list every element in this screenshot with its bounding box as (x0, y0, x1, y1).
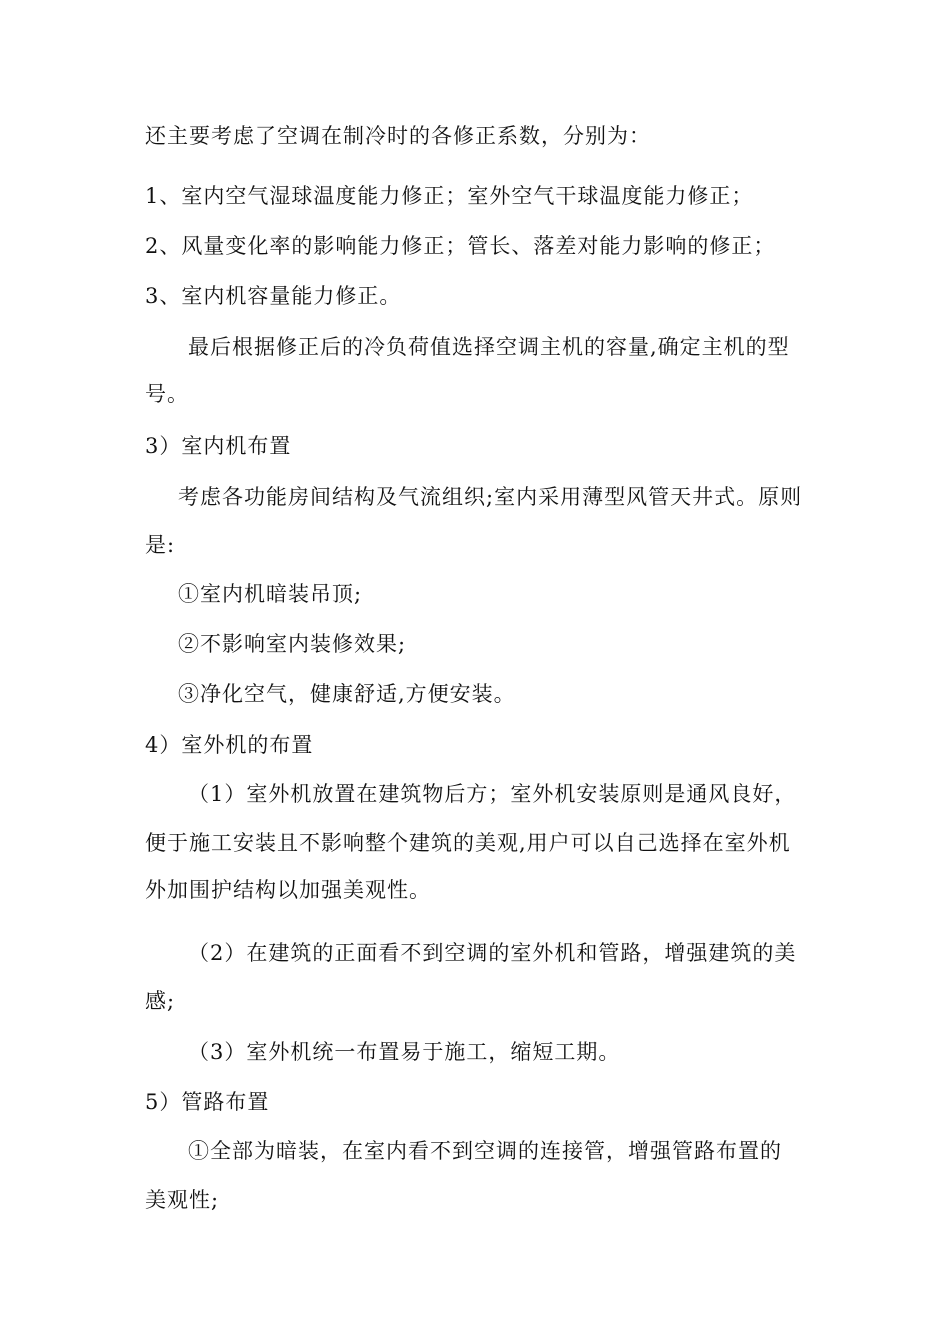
outdoor-point-3: （3）室外机统一布置易于施工，缩短工期。 (188, 1040, 621, 1064)
outdoor-point-2-line-1: （2）在建筑的正面看不到空调的室外机和管路，增强建筑的美 (188, 941, 797, 965)
paragraph-indoor-line-2: 是: (145, 533, 176, 557)
list-item-1: 1、室内空气湿球温度能力修正；室外空气干球温度能力修正； (145, 184, 754, 208)
outdoor-point-1-line-2: 便于施工安装且不影响整个建筑的美观,用户可以自己选择在室外机 (145, 831, 791, 855)
paragraph-indoor-line-1: 考虑各功能房间结构及气流组织;室内采用薄型风管天井式。原则 (178, 485, 803, 509)
list-item-3: 3、室内机容量能力修正。 (145, 284, 402, 308)
outdoor-point-2-line-2: 感; (145, 989, 176, 1013)
paragraph-conclusion-line-2: 号。 (145, 382, 189, 406)
indoor-principle-2: ②不影响室内装修效果; (178, 632, 407, 656)
section-heading-piping: 5）管路布置 (145, 1090, 270, 1114)
piping-point-1-line-1: ①全部为暗装，在室内看不到空调的连接管，增强管路布置的 (188, 1139, 782, 1163)
paragraph-conclusion-line-1: 最后根据修正后的冷负荷值选择空调主机的容量,确定主机的型 (188, 335, 790, 359)
piping-point-1-line-2: 美观性; (145, 1188, 220, 1212)
outdoor-point-1-line-3: 外加围护结构以加强美观性。 (145, 878, 431, 902)
section-heading-outdoor-unit: 4）室外机的布置 (145, 733, 314, 757)
indoor-principle-1: ①室内机暗装吊顶; (178, 582, 363, 606)
indoor-principle-3: ③净化空气，健康舒适,方便安装。 (178, 682, 516, 706)
list-item-2: 2、风量变化率的影响能力修正；管长、落差对能力影响的修正； (145, 234, 776, 258)
outdoor-point-1-line-1: （1）室外机放置在建筑物后方；室外机安装原则是通风良好， (188, 782, 797, 806)
section-heading-indoor-unit: 3）室内机布置 (145, 434, 292, 458)
paragraph-intro: 还主要考虑了空调在制冷时的各修正系数，分别为： (145, 124, 651, 148)
